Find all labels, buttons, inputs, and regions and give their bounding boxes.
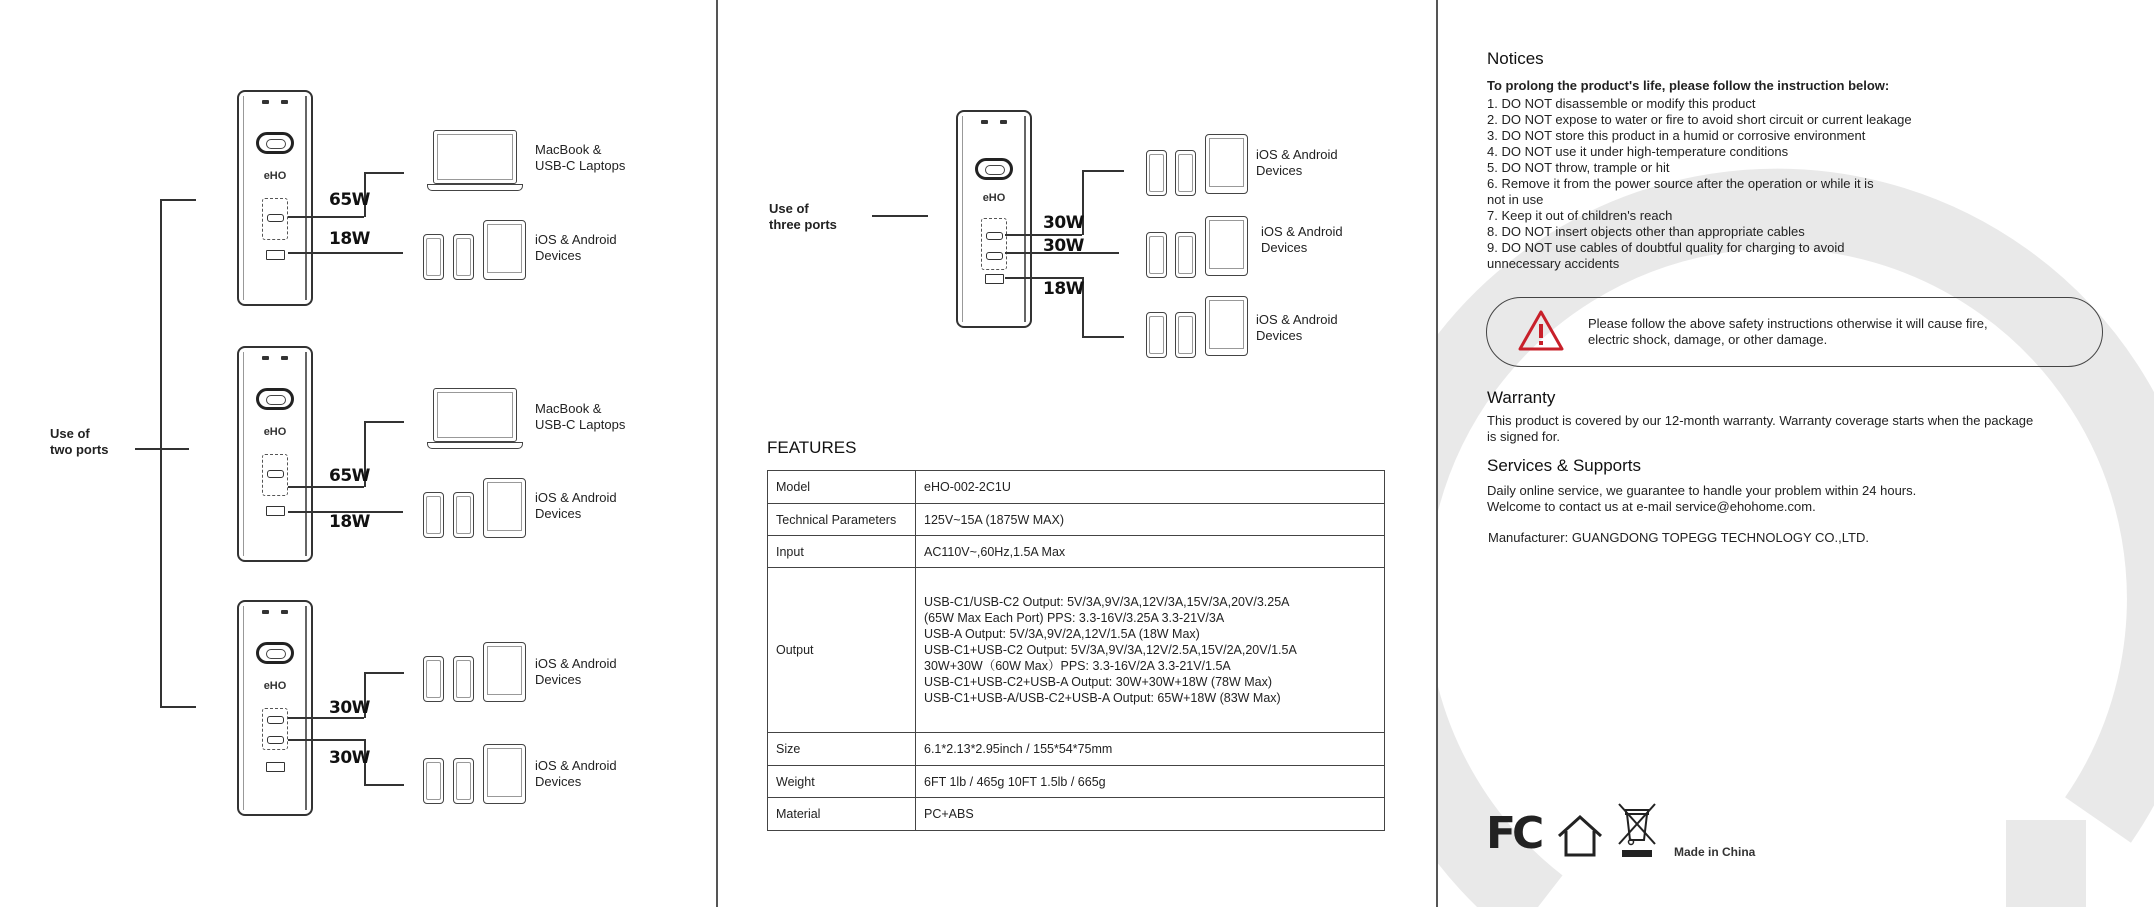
panel-three-ports-features xyxy=(718,0,1436,907)
charger-illustration xyxy=(237,90,313,306)
warranty-title: Warranty xyxy=(1487,388,1556,407)
notices-list xyxy=(1487,96,1912,272)
phone-icon xyxy=(453,234,474,280)
phone-icon xyxy=(423,492,444,538)
tablet-icon xyxy=(1205,296,1248,356)
phone-icon xyxy=(1146,312,1167,358)
features-table xyxy=(767,470,1385,831)
list-item: 3. DO NOT store this product in a humid or corrosive environment xyxy=(1487,128,1866,143)
feature-value: AC110V~,60Hz,1.5A Max xyxy=(916,536,1385,568)
list-item: 1. DO NOT disassemble or modify this product xyxy=(1487,96,1756,111)
feature-value: PC+ABS xyxy=(916,798,1385,831)
group-label-two-ports: Use of two ports xyxy=(50,426,109,457)
notices-intro: To prolong the product's life, please follow the instruction below: xyxy=(1487,78,1890,93)
feature-key: Model xyxy=(768,471,916,504)
port-wattage: 18W xyxy=(329,512,370,532)
phone-icon xyxy=(453,656,474,702)
features-title: FEATURES xyxy=(767,438,857,457)
table-row xyxy=(768,766,1385,798)
laptop-icon xyxy=(427,130,523,192)
phone-icon xyxy=(1175,150,1196,196)
charger-brand: eHO xyxy=(263,426,287,438)
feature-value: eHO-002-2C1U xyxy=(916,471,1385,504)
tablet-icon xyxy=(1205,134,1248,194)
feature-value: 125V~15A (1875W MAX) xyxy=(916,504,1385,536)
phone-icon xyxy=(1175,232,1196,278)
laptop-icon xyxy=(427,388,523,450)
tablet-icon xyxy=(483,744,526,804)
notices-title: Notices xyxy=(1487,49,1544,68)
phone-icon xyxy=(423,758,444,804)
feature-key: Weight xyxy=(768,766,916,798)
device-label: iOS & Android Devices xyxy=(1261,224,1343,255)
feature-value: USB-C1/USB-C2 Output: 5V/3A,9V/3A,12V/3A,15V/3A,20V/3.25A (65W Max Each Port) PPS: 3.3-16V/3.25A 3.3-21V/3A USB-A Output: 5V/3A,9V/2A,12V/1.5A (18W Max) USB-C1+USB-C2 Output: 5V/3A,9V/3A,12V/2.5A,15V/2A,20V/1.5A 30W+30W（60W Max）PPS: 3.3-16V/2A 3.3-21V/1.5A USB-C1+USB-C2+USB-A Output: 30W+30W+18W (78W Max) USB-C1+USB-A/USB-C2+USB-A Output: 65W+18W (83W Max) xyxy=(916,568,1385,733)
warning-text: Please follow the above safety instructions otherwise it will cause fire, electric shock, damage, or other damage. xyxy=(1588,316,1988,347)
phone-icon xyxy=(453,492,474,538)
phone-icon xyxy=(453,758,474,804)
warning-triangle-icon xyxy=(1517,309,1565,353)
panel-usage-two-ports xyxy=(0,0,716,907)
device-label: MacBook & USB-C Laptops xyxy=(535,401,626,432)
services-text: Daily online service, we guarantee to handle your problem within 24 hours. Welcome to contact us at e-mail service@ehohome.com. xyxy=(1487,483,1917,514)
safety-warning-box xyxy=(1486,297,2103,367)
phone-icon xyxy=(423,656,444,702)
list-item: 4. DO NOT use it under high-temperature conditions xyxy=(1487,144,1789,159)
charger-illustration xyxy=(237,346,313,562)
warranty-text: This product is covered by our 12-month warranty. Warranty coverage starts when the package is signed for. xyxy=(1487,413,2034,444)
device-label: iOS & Android Devices xyxy=(1256,147,1338,178)
manufacturer-text: Manufacturer: GUANGDONG TOPEGG TECHNOLOGY CO.,LTD. xyxy=(1488,530,1869,545)
device-label: iOS & Android Devices xyxy=(535,232,617,263)
device-label: iOS & Android Devices xyxy=(535,656,617,687)
port-wattage: 65W xyxy=(329,190,370,210)
port-wattage: 18W xyxy=(1043,279,1084,299)
phone-icon xyxy=(423,234,444,280)
device-label: MacBook & USB-C Laptops xyxy=(535,142,626,173)
tablet-icon xyxy=(483,478,526,538)
table-row xyxy=(768,536,1385,568)
table-row xyxy=(768,471,1385,504)
tablet-icon xyxy=(483,642,526,702)
charger-brand: eHO xyxy=(263,170,287,182)
services-title: Services & Supports xyxy=(1487,456,1642,475)
house-icon xyxy=(1556,814,1604,858)
feature-key: Material xyxy=(768,798,916,831)
port-wattage: 30W xyxy=(329,748,370,768)
tablet-icon xyxy=(1205,216,1248,276)
feature-key: Input xyxy=(768,536,916,568)
feature-key: Technical Parameters xyxy=(768,504,916,536)
group-label-three-ports: Use of three ports xyxy=(769,201,837,232)
port-wattage: 30W xyxy=(1043,213,1084,233)
list-item: 6. Remove it from the power source after the operation or while it is not in use xyxy=(1487,176,1874,207)
phone-icon xyxy=(1146,150,1167,196)
phone-icon xyxy=(1146,232,1167,278)
list-item: 2. DO NOT expose to water or fire to avoid short circuit or current leakage xyxy=(1487,112,1912,127)
device-label: iOS & Android Devices xyxy=(535,490,617,521)
port-wattage: 18W xyxy=(329,229,370,249)
panel-notices xyxy=(1438,0,2154,907)
port-wattage: 30W xyxy=(1043,236,1084,256)
tablet-icon xyxy=(483,220,526,280)
table-row xyxy=(768,568,1385,733)
device-label: iOS & Android Devices xyxy=(535,758,617,789)
feature-value: 6FT 1lb / 465g 10FT 1.5lb / 665g xyxy=(916,766,1385,798)
list-item: 7. Keep it out of children's reach xyxy=(1487,208,1673,223)
made-in-china-label: Made in China xyxy=(1674,845,1756,859)
feature-value: 6.1*2.13*2.95inch / 155*54*75mm xyxy=(916,733,1385,766)
table-row xyxy=(768,504,1385,536)
list-item: 5. DO NOT throw, trample or hit xyxy=(1487,160,1670,175)
list-item: 9. DO NOT use cables of doubtful quality for charging to avoid unnecessary accidents xyxy=(1487,240,1845,271)
fc-logo-icon: FC xyxy=(1486,808,1541,859)
table-row xyxy=(768,733,1385,766)
charger-illustration xyxy=(237,600,313,816)
feature-key: Size xyxy=(768,733,916,766)
port-wattage: 65W xyxy=(329,466,370,486)
charger-brand: eHO xyxy=(263,680,287,692)
charger-brand: eHO xyxy=(982,192,1006,204)
feature-key: Output xyxy=(768,568,916,733)
list-item: 8. DO NOT insert objects other than appropriate cables xyxy=(1487,224,1805,239)
table-row xyxy=(768,798,1385,831)
device-label: iOS & Android Devices xyxy=(1256,312,1338,343)
port-wattage: 30W xyxy=(329,698,370,718)
phone-icon xyxy=(1175,312,1196,358)
charger-illustration xyxy=(956,110,1032,328)
weee-bin-icon xyxy=(1616,800,1658,858)
